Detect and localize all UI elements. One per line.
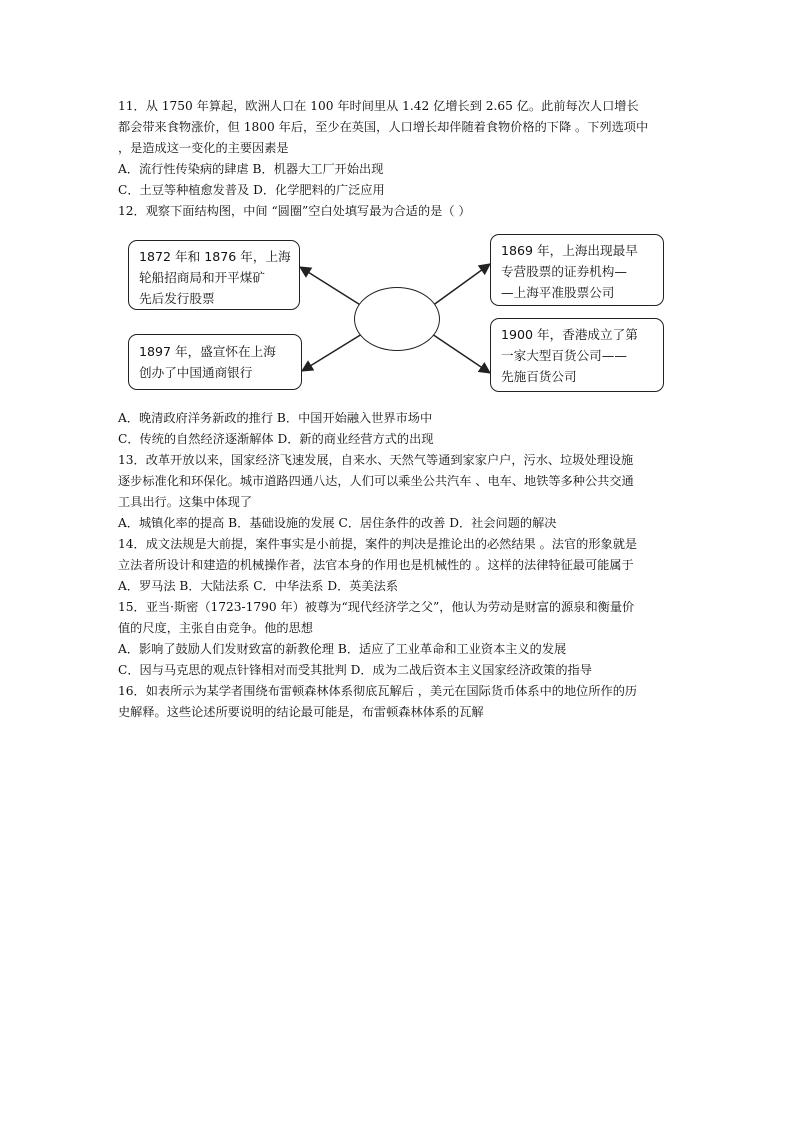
box-top-right-line2: 专营股票的证券机构— [501, 264, 627, 279]
q11-stem-line3: ，是造成这一变化的主要因素是 [118, 141, 289, 155]
box-top-left-line2: 轮船招商局和开平煤矿 [139, 270, 265, 285]
q16-stem-line2: 史解释。这些论述所要说明的结论最可能是，布雷顿森林体系的瓦解 [118, 705, 484, 719]
q13-stem-line1: 13．改革开放以来，国家经济飞速发展，自来水、天然气等通到家家户户，污水、垃圾处理设施 [118, 453, 634, 467]
q11-stem-line2: 都会带来食物涨价，但 1800 年后，至少在英国，人口增长却伴随着食物价格的下降 。下列选项中 [118, 120, 649, 134]
q11-stem-line1: 11．从 1750 年算起，欧洲人口在 100 年时间里从 1.42 亿增长到 2.65 亿。此前每次人口增长 [118, 99, 639, 113]
box-top-left-line3: 先后发行股票 [139, 291, 215, 306]
q14-stem-line2: 立法者所设计和建造的机械操作者，法官本身的作用也是机械性的 。这样的法律特征最可能属于 [118, 558, 634, 572]
q12-stem: 12．观察下面结构图，中间 “圆圈”空白处填写最为合适的是（ ） [118, 204, 471, 218]
q11-options-cd: C．土豆等种植愈发普及 D．化学肥料的广泛应用 [118, 183, 385, 197]
box-bottom-right-line1: 1900 年，香港成立了第 [501, 327, 638, 342]
q13-stem-line3: 工具出行。这集中体现了 [118, 495, 253, 509]
arrow-to-bottom-right [432, 334, 490, 373]
box-bottom-right-line3: 先施百货公司 [501, 369, 577, 384]
box-top-left-line1: 1872 年和 1876 年，上海 [139, 249, 291, 264]
center-blank-circle [354, 287, 440, 351]
q12-options-cd: C．传统的自然经济逐渐解体 D．新的商业经营方式的出现 [118, 432, 434, 446]
q13-stem-line2: 逐步标准化和环保化。城市道路四通八达，人们可以乘坐公共汽车 、电车、地铁等多种公共交通 [118, 474, 634, 488]
q15-options-ab: A．影响了鼓励人们发财致富的新教伦理 B．适应了工业革命和工业资本主义的发展 [118, 642, 567, 656]
box-bottom-left-line1: 1897 年，盛宣怀在上海 [139, 344, 276, 359]
q13-options: A．城镇化率的提高 B．基础设施的发展 C．居住条件的改善 D．社会问题的解决 [118, 516, 557, 530]
box-bottom-left-line2: 创办了中国通商银行 [139, 365, 253, 380]
box-top-right-line1: 1869 年，上海出现最早 [501, 243, 638, 258]
box-bottom-left [128, 334, 302, 390]
q15-stem-line2: 值的尺度，主张自由竞争。他的思想 [118, 621, 313, 635]
box-top-left [128, 240, 300, 310]
box-bottom-right-line2: 一家大型百货公司—— [501, 348, 627, 363]
box-bottom-right [490, 318, 664, 392]
arrow-to-top-right [432, 264, 490, 306]
q14-stem-line1: 14．成文法规是大前提，案件事实是小前提，案件的判决是推论出的必然结果 。法官的形象就是 [118, 537, 638, 551]
arrow-to-bottom-left [302, 334, 362, 371]
arrow-to-top-left [300, 267, 362, 306]
q15-options-cd: C．因与马克思的观点针锋相对而受其批判 D．成为二战后资本主义国家经济政策的指导 [118, 663, 592, 677]
q14-options: A．罗马法 B．大陆法系 C．中华法系 D．英美法系 [118, 579, 399, 593]
q16-stem-line1: 16．如表所示为某学者围绕布雷顿森林体系彻底瓦解后 ，美元在国际货币体系中的地位所作的历 [118, 684, 638, 698]
q12-structure-diagram [118, 226, 678, 402]
box-top-right [490, 234, 664, 306]
q11-options-ab: A．流行性传染病的肆虐 B．机器大工厂开始出现 [118, 162, 384, 176]
q12-options-ab: A．晚清政府洋务新政的推行 B．中国开始融入世界市场中 [118, 411, 433, 425]
box-top-right-line3: —上海平准股票公司 [501, 285, 615, 300]
q15-stem-line1: 15．亚当·斯密（1723-1790 年）被尊为“现代经济学之父”，他认为劳动是财富的源泉和衡量价 [118, 600, 635, 614]
